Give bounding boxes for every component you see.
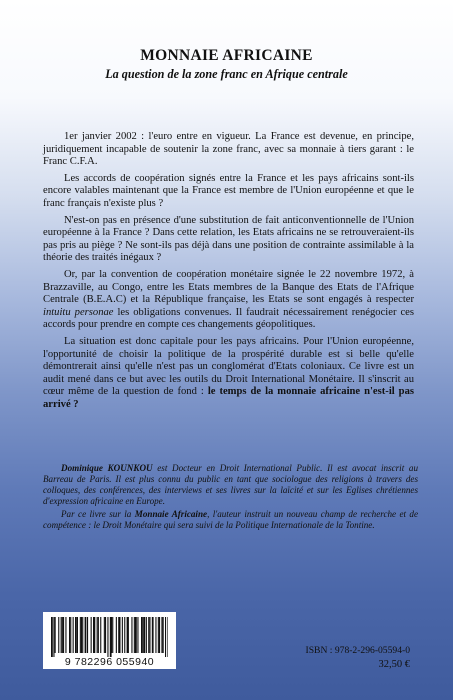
barcode-bar [51, 617, 53, 657]
barcode-bar [111, 617, 112, 653]
author-text: , l'auteur instruit un nouveau champ de recherche et de compétence : le Droit Monétaire qui sera suivi de la Politique Internationale de la Tontine. [43, 508, 419, 530]
barcode-bar [167, 617, 168, 657]
barcode-bar [163, 617, 164, 653]
barcode-bar [152, 617, 154, 653]
barcode-bar [137, 617, 138, 653]
author-name: Dominique KOUNKOU [61, 463, 153, 473]
barcode-bar [61, 617, 62, 653]
blurb-paragraph [43, 336, 414, 412]
barcode-bar [143, 617, 145, 653]
barcode [43, 612, 176, 669]
barcode-bar [63, 617, 64, 653]
barcode-bar [119, 617, 120, 653]
isbn: ISBN : 978-2-296-05594-0 [305, 645, 410, 656]
barcode-bar [165, 617, 166, 657]
barcode-bar [53, 617, 54, 657]
latin-phrase: intuitu personae [43, 306, 114, 318]
barcode-bar [69, 617, 70, 653]
barcode-bar [149, 617, 150, 653]
book-reference: Monnaie Africaine [134, 508, 208, 519]
barcode-bar [135, 617, 137, 653]
author-paragraph [43, 509, 418, 531]
barcode-bar [82, 617, 83, 653]
barcode-bar [80, 617, 81, 653]
barcode-bar [124, 617, 125, 653]
barcode-bar [142, 617, 143, 653]
barcode-bar [91, 617, 92, 653]
barcode-bar [146, 617, 147, 653]
blurb-text: Or, par la convention de coopération monétaire signée le 22 novembre 1972, à Brazzaville, au Congo, entre les Etats membres de la Banque des Etats de l'Afrique Centrale (B.E.A.C) et la République française, les Etats se sont engagés à respecter [43, 268, 414, 306]
barcode-bar [75, 617, 76, 653]
blurb-paragraph: Les accords de coopération signés entre la France et les pays africains sont-ils encore valables maintenant que la France est membre de l'Union européenne et que le franc français n'existe plus ? [43, 172, 414, 209]
barcode-bar [105, 617, 106, 653]
barcode-bar [112, 617, 113, 653]
barcode-bar [58, 617, 59, 653]
back-cover-blurb [43, 131, 414, 415]
barcode-bar [107, 617, 108, 657]
barcode-bar [85, 617, 87, 653]
author-bio [43, 463, 418, 532]
author-text: Par ce livre sur la [61, 508, 135, 519]
barcode-bar [81, 617, 82, 653]
barcode-bar [131, 617, 132, 653]
blurb-paragraph: N'est-on pas en présence d'une substitution de fait anticonventionnelle de l'Union européenne à la France ? Dans cette relation, les Etats africains ne se retrouveraient-ils pas pris au piège ? Ne sont-ils pas déjà dans une position de contrainte assimilable à la théorie des traités inégaux ? [43, 214, 414, 264]
blurb-paragraph [43, 269, 414, 332]
barcode-bar [100, 617, 101, 653]
barcode-bar [87, 617, 88, 653]
barcode-bar [70, 617, 71, 653]
barcode-bar [161, 617, 162, 653]
barcode-bar [159, 617, 160, 653]
barcode-bar [98, 617, 99, 653]
blurb-text: les obligations convenues. Il faudrait nécessairement renégocier ces accords pour prendre en compte ces changements géopolitiques. [43, 306, 414, 331]
barcode-bar [104, 617, 105, 653]
blurb-paragraph: 1er janvier 2002 : l'euro entre en vigueur. La France est devenue, en principe, juridiquement incapable de soutenir la zone franc, avec sa monnaie à tiers garant : le Franc C.F.A. [43, 131, 414, 168]
barcode-number: 9 782296 055940 [64, 656, 155, 668]
barcode-bar [134, 617, 135, 653]
barcode-bar [155, 617, 156, 653]
barcode-bar [158, 617, 159, 653]
barcode-bar [128, 617, 129, 653]
blurb-text: La situation est donc capitale pour les pays africains. Pour l'Union européenne, l'opportunité de choisir la politique de la prospérité durable est si belle qu'elle démontrerait ainsi qu'elle n'est pas un conglomérat d'Etats coloniaux. Ce livre est un audit mené dans ce but avec les outils du Droit International Monétaire. Il s'inscrit au cœur même de la question de fond : [43, 335, 414, 398]
barcode-bar [97, 617, 98, 653]
barcode-bar [94, 617, 95, 653]
barcode-bar [62, 617, 63, 653]
barcode-bar [55, 617, 56, 653]
author-paragraph [43, 463, 418, 507]
barcode-bar [65, 617, 66, 653]
price: 32,50 € [378, 659, 410, 670]
barcode-bars [51, 617, 168, 657]
key-question: le temps de la monnaie africaine n'est-il pas arrivé ? [43, 386, 414, 410]
barcode-bar [73, 617, 74, 653]
barcode-bar [76, 617, 78, 653]
author-text: est Docteur en Droit International Public. Il est avocat inscrit au Barreau de Paris. Il est plus connu du public en tant que sociologue des religions à travers des colloques, des conférences, des interviews et ses livres sur la laïcité et sur les Eglises chrétiennes d'expression africaine en Europe. [43, 463, 418, 506]
barcode-bar [116, 617, 117, 653]
barcode-bar [122, 617, 123, 653]
book-title: MONNAIE AFRICAINE [140, 47, 313, 64]
barcode-bar [141, 617, 142, 653]
book-subtitle: La question de la zone franc en Afrique centrale [105, 67, 348, 81]
barcode-bar [148, 617, 149, 653]
